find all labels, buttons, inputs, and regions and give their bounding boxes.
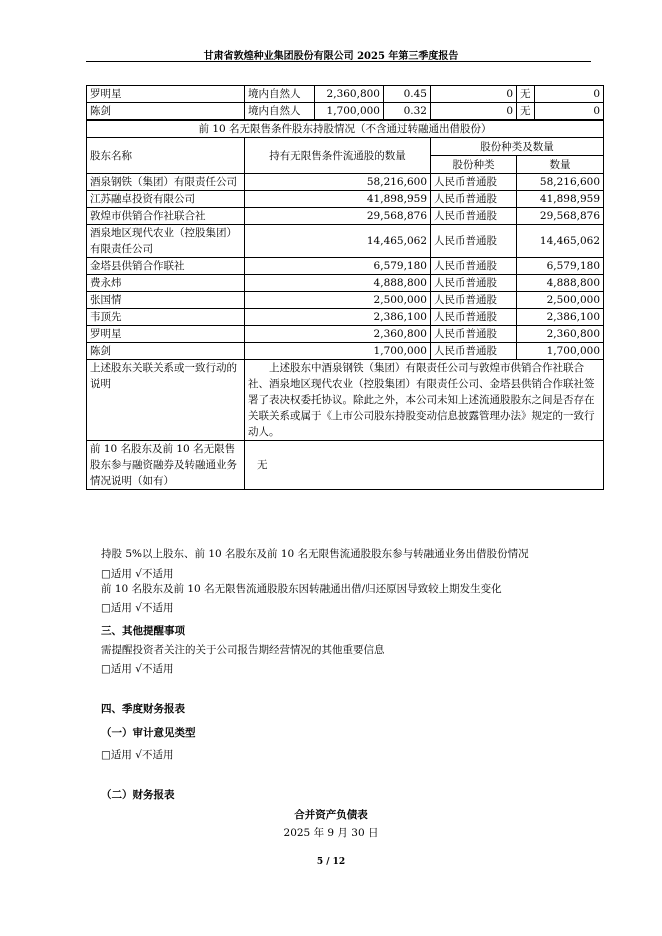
cell-qty: 14,465,062: [245, 225, 431, 258]
cell-nature: 境内自然人: [245, 86, 315, 103]
cell-pledge-status: 无: [517, 103, 535, 120]
unrestricted-shareholders-table: [86, 120, 604, 490]
cell-qty: 2,360,800: [245, 326, 431, 343]
checkbox-applicable-4: □适用 √不适用: [101, 749, 174, 761]
margin-text: 无: [245, 441, 604, 490]
cell-qty: 58,216,600: [245, 174, 431, 191]
checkbox-applicable-1: □适用 √不适用: [101, 568, 174, 580]
cell-name: 酒泉地区现代农业（控股集团）有限责任公司: [87, 225, 245, 258]
paragraph-reminder: 需提醒投资者关注的关于公司报告期经营情况的其他重要信息: [101, 644, 385, 656]
table-row: [87, 191, 604, 208]
col-header-type-group: 股份种类及数量: [431, 138, 604, 156]
cell-type: 人民币普通股: [431, 292, 517, 309]
cell-type: 人民币普通股: [431, 275, 517, 292]
cell-name: 韦顶先: [87, 309, 245, 326]
cell-name: 金塔县供销合作联社: [87, 258, 245, 275]
cell-qty: 2,500,000: [245, 292, 431, 309]
table-row: [87, 174, 604, 191]
checkbox-applicable-3: □适用 √不适用: [101, 663, 174, 675]
table-row: [87, 309, 604, 326]
cell-qty: 29,568,876: [245, 208, 431, 225]
table-row: [87, 292, 604, 309]
cell-pledge-qty: 0: [535, 103, 604, 120]
cell-name: 江苏融卓投资有限公司: [87, 191, 245, 208]
cell-qty: 41,898,959: [245, 191, 431, 208]
cell-restricted: 0: [431, 103, 517, 120]
cell-name: 罗明星: [87, 326, 245, 343]
table-row: [87, 103, 604, 120]
cell-type: 人民币普通股: [431, 208, 517, 225]
cell-ratio: 0.32: [384, 103, 431, 120]
cell-name: 酒泉钢铁（集团）有限责任公司: [87, 174, 245, 191]
col-header-name: 股东名称: [87, 138, 245, 174]
shareholder-rows: [87, 174, 604, 360]
table-row: [87, 326, 604, 343]
cell-amount: 2,386,100: [517, 309, 604, 326]
section-other-reminders: 三、其他提醒事项: [101, 625, 185, 637]
table-row: [87, 208, 604, 225]
cell-amount: 29,568,876: [517, 208, 604, 225]
page-number: 5 / 12: [316, 857, 346, 867]
cell-type: 人民币普通股: [431, 191, 517, 208]
cell-type: 人民币普通股: [431, 174, 517, 191]
cell-type: 人民币普通股: [431, 343, 517, 360]
cell-qty: 6,579,180: [245, 258, 431, 275]
col-header-qty: 持有无限售条件流通股的数量: [245, 138, 431, 174]
table-row: [87, 225, 604, 258]
section-financial-statements: 四、季度财务报表: [101, 703, 185, 715]
cell-name: 陈剑: [87, 103, 245, 120]
paragraph-change: 前 10 名股东及前 10 名无限售流通股股东因转融通出借/归还原因导致较上期发生变化: [101, 583, 502, 595]
table-row: [87, 86, 604, 103]
table-row: [87, 258, 604, 275]
table-row: [87, 343, 604, 360]
checkbox-applicable-2: □适用 √不适用: [101, 602, 174, 614]
cell-amount: 2,360,800: [517, 326, 604, 343]
paragraph-lending: 持股 5%以上股东、前 10 名股东及前 10 名无限售流通股股东参与转融通业务出借股份情况: [101, 548, 529, 560]
col-header-type: 股份种类: [431, 156, 517, 174]
section-audit-opinion: （一）审计意见类型: [101, 727, 196, 739]
relation-label: 上述股东关联关系或一致行动的说明: [87, 360, 245, 441]
cell-ratio: 0.45: [384, 86, 431, 103]
section-title-row: [87, 121, 604, 138]
header-row: [87, 138, 604, 156]
cell-qty: 2,386,100: [245, 309, 431, 326]
cell-type: 人民币普通股: [431, 258, 517, 275]
section-statements: （二）财务报表: [101, 789, 175, 801]
cell-type: 人民币普通股: [431, 326, 517, 343]
table-row: [87, 275, 604, 292]
cell-name: 张国情: [87, 292, 245, 309]
cell-amount: 2,500,000: [517, 292, 604, 309]
cell-shares: 1,700,000: [315, 103, 384, 120]
report-header: 甘肃省敦煌种业集团股份有限公司 2025 年第三季度报告: [203, 51, 459, 62]
cell-amount: 14,465,062: [517, 225, 604, 258]
section-title: 前 10 名无限售条件股东持股情况（不含通过转融通出借股份）: [87, 121, 604, 138]
cell-pledge-qty: 0: [535, 86, 604, 103]
cell-amount: 4,888,800: [517, 275, 604, 292]
cell-type: 人民币普通股: [431, 225, 517, 258]
cell-amount: 41,898,959: [517, 191, 604, 208]
cell-amount: 1,700,000: [517, 343, 604, 360]
balance-sheet-date: 2025 年 9 月 30 日: [283, 827, 379, 839]
cell-qty: 4,888,800: [245, 275, 431, 292]
margin-label: 前 10 名股东及前 10 名无限售股东参与融资融券及转融通业务情况说明（如有）: [87, 441, 245, 490]
cell-restricted: 0: [431, 86, 517, 103]
cell-name: 罗明星: [87, 86, 245, 103]
cell-qty: 1,700,000: [245, 343, 431, 360]
cell-amount: 6,579,180: [517, 258, 604, 275]
cell-name: 陈剑: [87, 343, 245, 360]
header-divider: [86, 61, 591, 62]
cell-nature: 境内自然人: [245, 103, 315, 120]
top10-shareholders-table-tail: [86, 85, 604, 120]
cell-amount: 58,216,600: [517, 174, 604, 191]
margin-row: [87, 441, 604, 490]
cell-type: 人民币普通股: [431, 309, 517, 326]
cell-shares: 2,360,800: [315, 86, 384, 103]
col-header-amount: 数量: [517, 156, 604, 174]
cell-name: 费永炜: [87, 275, 245, 292]
relation-text: 上述股东中酒泉钢铁（集团）有限责任公司与敦煌市供销合作社联合社、酒泉地区现代农业（控股集团）有限责任公司、金塔县供销合作联社签署了表决权委托协议。除此之外，本公司未知上述流通股股东之间是否存在关联关系或属于《上市公司股东持股变动信息披露管理办法》规定的一致行动人。: [245, 360, 604, 441]
balance-sheet-title: 合并资产负债表: [294, 809, 368, 821]
relation-row: [87, 360, 604, 441]
cell-name: 敦煌市供销合作社联合社: [87, 208, 245, 225]
cell-pledge-status: 无: [517, 86, 535, 103]
